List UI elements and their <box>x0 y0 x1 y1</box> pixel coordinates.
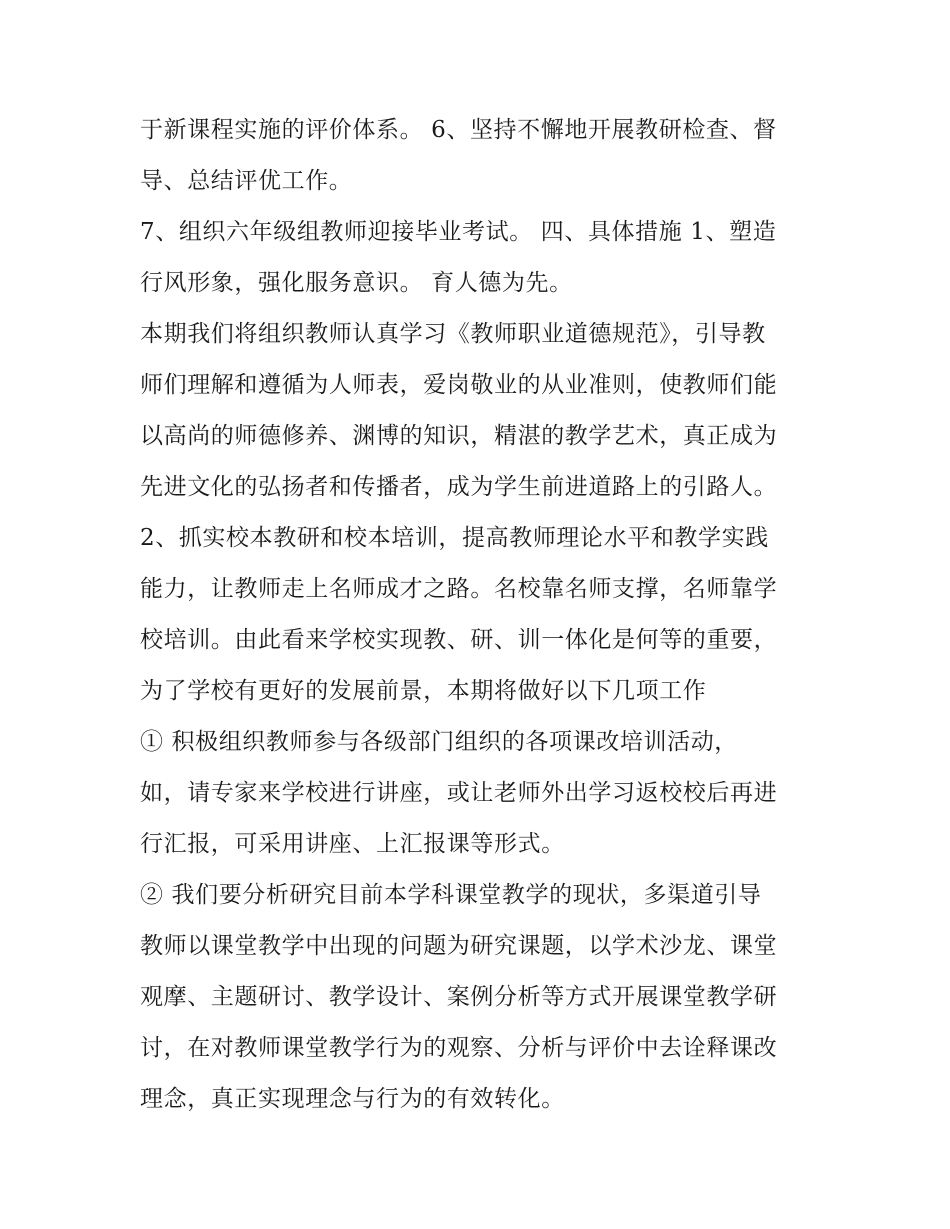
text-line: 师们理解和遵循为人师表，爱岗敬业的从业准则，使教师们能 <box>140 371 778 398</box>
text-line: 2、抓实校本教研和校本培训，提高教师理论水平和教学实践 <box>140 524 769 551</box>
text-line: 行汇报，可采用讲座、上汇报课等形式。 <box>140 830 565 857</box>
text-line: 能力，让教师走上名师成才之路。名校靠名师支撑，名师靠学 <box>140 575 778 602</box>
text-line: 校培训。由此看来学校实现教、研、训一体化是何等的重要， <box>140 626 778 653</box>
text-line: 如，请专家来学校进行讲座，或让老师外出学习返校校后再进 <box>140 779 778 806</box>
text-line: 本期我们将组织教师认真学习《教师职业道德规范》，引导教 <box>140 320 766 347</box>
text-line: ① 积极组织教师参与各级部门组织的各项课改培训活动， <box>140 728 738 755</box>
text-line: 为了学校有更好的发展前景，本期将做好以下几项工作 <box>140 677 707 704</box>
text-line: 以高尚的师德修养、渊博的知识，精湛的教学艺术，真正成为 <box>140 422 778 449</box>
text-line: 先进文化的弘扬者和传播者，成为学生前进道路上的引路人。 <box>140 473 778 500</box>
document-body <box>140 111 830 1118</box>
text-line: 观摩、主题研讨、教学设计、案例分析等方式开展课堂教学研 <box>140 983 778 1010</box>
text-line: 7、组织六年级组教师迎接毕业考试。 四、具体措施 1、塑造 <box>140 218 777 245</box>
text-line: 教师以课堂教学中出现的问题为研究课题，以学术沙龙、课堂 <box>140 932 778 959</box>
text-line: ② 我们要分析研究目前本学科课堂教学的现状，多渠道引导 <box>140 881 762 908</box>
text-line: 行风形象，强化服务意识。 育人德为先。 <box>140 269 573 296</box>
text-line: 于新课程实施的评价体系。 6、坚持不懈地开展教研检查、督 <box>140 117 777 143</box>
text-line: 导、总结评优工作。 <box>140 167 353 194</box>
text-line: 讨，在对教师课堂教学行为的观察、分析与评价中去诠释课改 <box>140 1034 778 1061</box>
text-line: 理念，真正实现理念与行为的有效转化。 <box>140 1085 565 1112</box>
